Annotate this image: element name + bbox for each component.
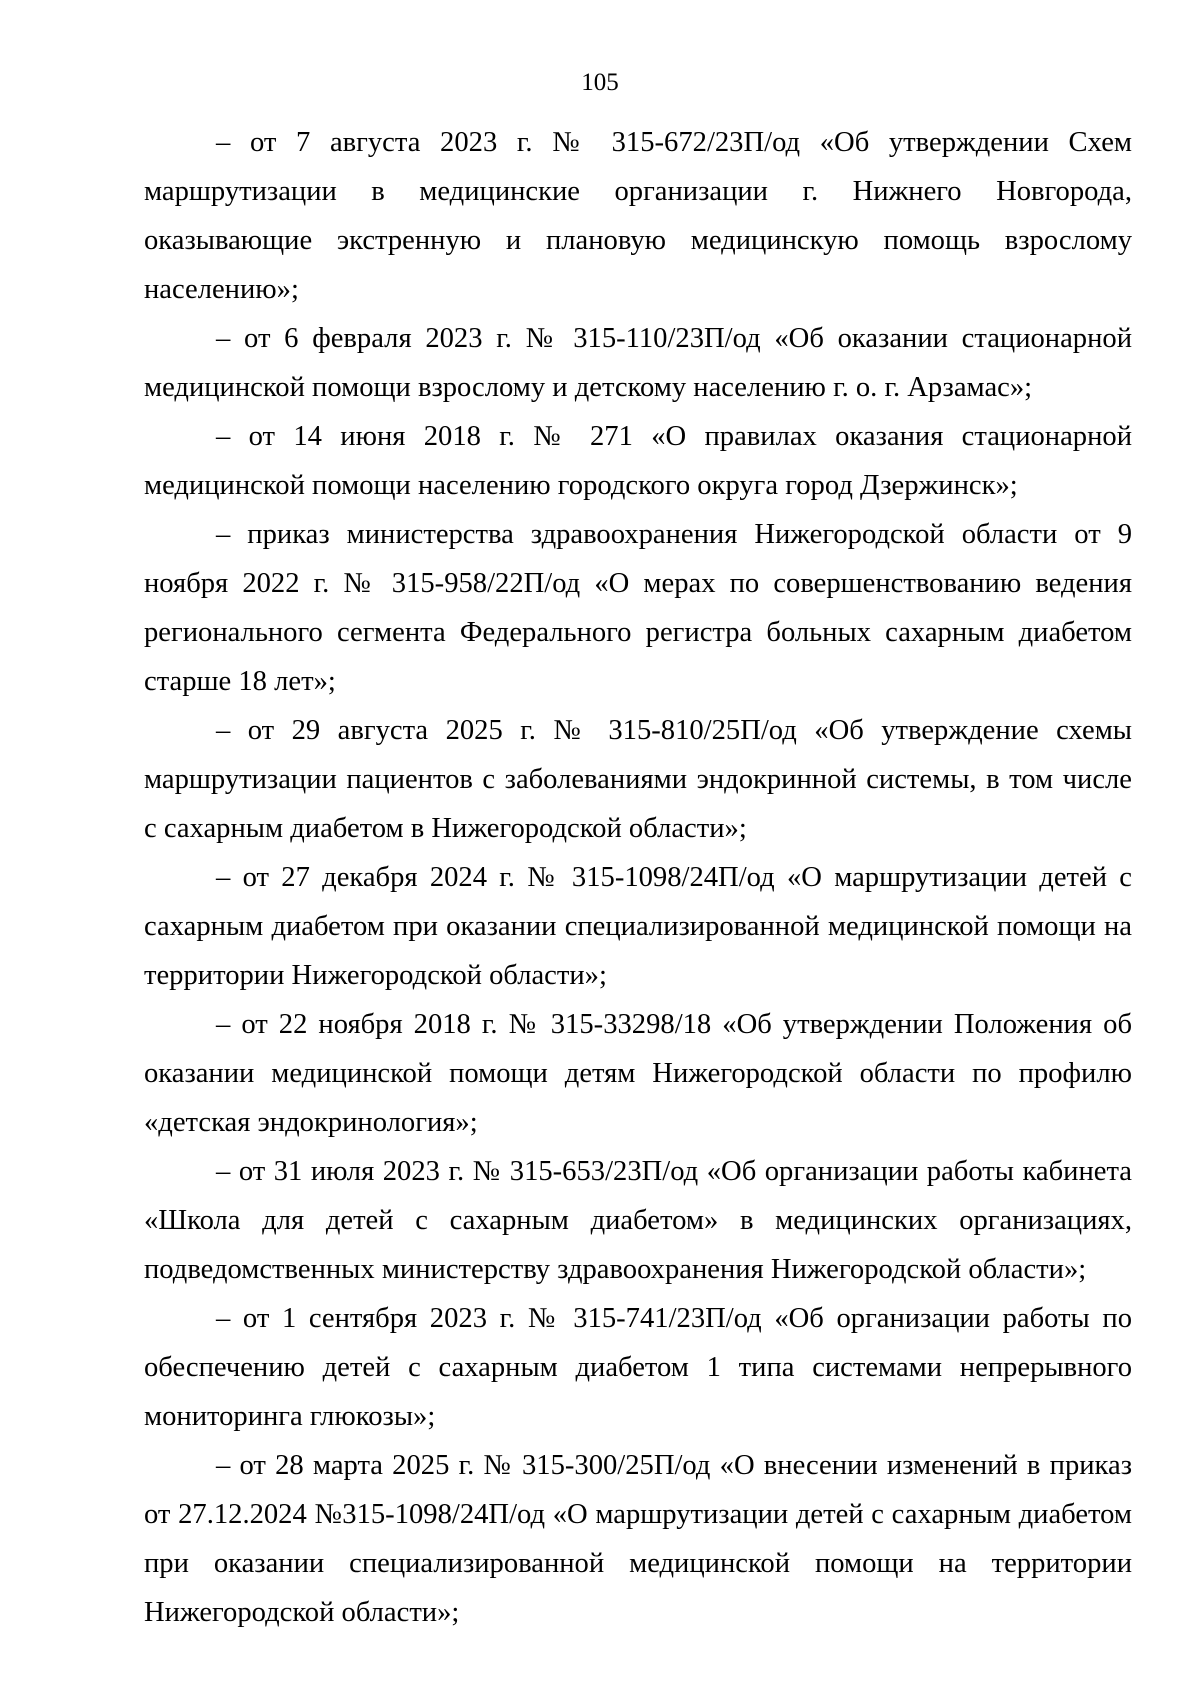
list-item: – от 14 июня 2018 г. № 271 «О правилах оказания стационарной медицинской помощи населению городского округа город Дзержинск»; bbox=[144, 421, 1132, 501]
list-item: – от 27 декабря 2024 г. № 315-1098/24П/од «О маршрутизации детей с сахарным диабетом при оказании специализированной медицинской помощи на территории Нижегородской области»; bbox=[144, 862, 1132, 991]
list-item: – от 1 сентября 2023 г. № 315-741/23П/од «Об организации работы по обеспечению детей с сахарным диабетом 1 типа системами непрерывного мониторинга глюкозы»; bbox=[144, 1303, 1132, 1432]
document-body bbox=[144, 118, 1132, 1637]
list-item: – от 6 февраля 2023 г. № 315-110/23П/од «Об оказании стационарной медицинской помощи взрослому и детскому населению г. о. г. Арзамас»; bbox=[144, 323, 1132, 403]
list-item: – от 28 марта 2025 г. № 315-300/25П/од «О внесении изменений в приказ от 27.12.2024 №315-1098/24П/од «О маршрутизации детей с сахарным диабетом при оказании специализированной медицинской помощи на территории Нижегородской области»; bbox=[144, 1450, 1132, 1628]
list-item: – от 29 августа 2025 г. № 315-810/25П/од «Об утверждение схемы маршрутизации пациентов с заболеваниями эндокринной системы, в том числе с сахарным диабетом в Нижегородской области»; bbox=[144, 715, 1132, 844]
list-item: – от 31 июля 2023 г. № 315-653/23П/од «Об организации работы кабинета «Школа для детей с сахарным диабетом» в медицинских организациях, подведомственных министерству здравоохранения Нижегородской области»; bbox=[144, 1156, 1132, 1285]
list-item: – от 22 ноября 2018 г. № 315-33298/18 «Об утверждении Положения об оказании медицинской помощи детям Нижегородской области по профилю «детская эндокринология»; bbox=[144, 1009, 1132, 1138]
page-number: 105 bbox=[581, 69, 619, 96]
list-item: – от 7 августа 2023 г. № 315-672/23П/од «Об утверждении Схем маршрутизации в медицинские организации г. Нижнего Новгорода, оказывающие экстренную и плановую медицинскую помощь взрослому населению»; bbox=[144, 127, 1132, 305]
list-item: – приказ министерства здравоохранения Нижегородской области от 9 ноября 2022 г. № 315-958/22П/од «О мерах по совершенствованию ведения регионального сегмента Федерального регистра больных сахарным диабетом старше 18 лет»; bbox=[144, 519, 1132, 697]
